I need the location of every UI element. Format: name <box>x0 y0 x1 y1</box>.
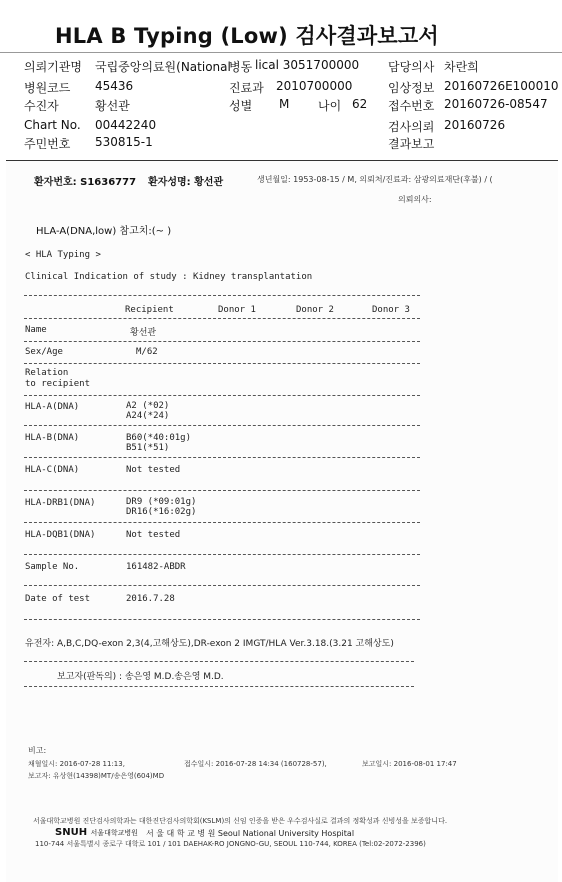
row-label-date-of-test: Date of test <box>25 594 91 604</box>
requesting-org-label: 의뢰기관명 <box>24 60 82 74</box>
remark-label: 비고: <box>28 746 47 755</box>
result-report-label: 결과보고 <box>388 137 435 151</box>
table-rule <box>24 341 420 342</box>
request-date-value: 20160726 <box>444 118 506 132</box>
hospital-name: 서 울 대 학 교 병 원 Seoul National University Hospital <box>146 829 355 838</box>
row-label-sex-age: Sex/Age <box>25 347 63 357</box>
row-value-hla-c: Not tested <box>126 465 181 475</box>
snuh-logo-text: SNUH <box>55 827 88 838</box>
table-rule <box>24 522 420 523</box>
table-rule <box>24 686 414 687</box>
row-value-sample-no: 161482-ABDR <box>126 562 186 572</box>
row-value-hla-b: B60(*40:01g) B51(*51) <box>126 433 192 453</box>
reporter: 보고자(판독의) : 송은영 M.D.송은영 M.D. <box>57 672 224 682</box>
hospital-code-value: 45436 <box>95 79 134 93</box>
row-value-hla-dqb1: Not tested <box>126 530 181 540</box>
sex-label: 성별 <box>229 99 253 113</box>
title-divider <box>0 52 562 53</box>
chart-value: 00442240 <box>95 118 157 132</box>
row-label-name: Name <box>25 325 47 335</box>
genes-note: 유전자: A,B,C,DQ-exon 2,3(4,고해상도),DR-exon 2 IMGT/HLA Ver.3.18.(3.21 고해상도) <box>25 639 394 649</box>
row-label-hla-dqb1: HLA-DQB1(DNA) <box>25 530 96 540</box>
clinical-info-label: 임상정보 <box>388 81 435 95</box>
row-value-hla-a: A2 (*02) A24(*24) <box>126 401 170 421</box>
row-value-hla-drb1: DR9 (*09:01g) DR16(*16:02g) <box>126 497 197 517</box>
chart-label: Chart No. <box>24 118 81 132</box>
scan-top-edge <box>6 160 558 161</box>
resident-label: 주민번호 <box>24 137 71 151</box>
page-title: HLA B Typing (Low) 검사결과보고서 <box>55 24 439 48</box>
table-rule <box>24 490 420 491</box>
row-label-hla-b: HLA-B(DNA) <box>25 433 80 443</box>
requesting-org-value: 국립중앙의료원(National <box>95 60 231 74</box>
table-rule <box>24 457 420 458</box>
ward-value: lical 3051700000 <box>255 58 360 72</box>
table-rule <box>24 619 420 620</box>
ward-label: 병동 <box>229 60 253 74</box>
table-rule <box>24 295 420 296</box>
receipt-value: 20160726-08547 <box>444 97 548 111</box>
dept-label: 진료과 <box>229 81 264 95</box>
hospital-code-label: 병원코드 <box>24 81 71 95</box>
sex-value: M <box>279 97 290 111</box>
col-header-recipient: Recipient <box>125 305 174 315</box>
col-header-donor3: Donor 3 <box>372 305 410 315</box>
dept-value: 2010700000 <box>276 79 353 93</box>
table-rule <box>24 554 420 555</box>
reporter-line: 보고자: 유상현(14398)MT/송은영(604)MD <box>28 772 165 780</box>
patient-label: 수진자 <box>24 99 59 113</box>
age-label: 나이 <box>318 99 342 113</box>
col-header-donor1: Donor 1 <box>218 305 256 315</box>
table-rule <box>24 363 420 364</box>
table-rule <box>24 395 420 396</box>
certification-text: 서울대학교병원 진단검사의학과는 대한진단검사의학회(KSLM)의 신임 인증을 받은 우수검사실로 결과의 정확성과 신빙성을 보증합니다. <box>33 817 448 825</box>
snuh-logo-sub: 서울대학교병원 <box>90 829 138 837</box>
physician-value: 차란희 <box>444 60 479 74</box>
snuh-logo <box>55 827 138 838</box>
col-header-donor2: Donor 2 <box>296 305 334 315</box>
table-rule <box>24 661 414 662</box>
row-value-date-of-test: 2016.7.28 <box>126 594 175 604</box>
report-birth-info: 생년월일: 1953-08-15 / M, 의뢰처/진료과: 삼광의료재단(후불) / ( <box>257 175 493 184</box>
section-title: < HLA Typing > <box>25 250 101 260</box>
reference-title: HLA-A(DNA,low) 참고치:(~ ) <box>36 226 172 237</box>
report-patient-no: 환자번호: S1636777 <box>34 177 137 188</box>
table-rule <box>24 425 420 426</box>
hospital-address: 110-744 서울특별시 종로구 대학로 101 / 101 DAEHAK-RO JONGNO-GU, SEOUL 110-744, KOREA (Tel:02-2072-2396) <box>35 840 426 848</box>
report-physician: 의뢰의사: <box>398 195 432 204</box>
receipt-time: 접수일시: 2016-07-28 14:34 (160728-57), <box>184 760 327 768</box>
table-rule <box>24 585 420 586</box>
row-label-relation: Relation to recipient <box>25 368 91 389</box>
clinical-indication: Clinical Indication of study : Kidney transplantation <box>25 272 313 282</box>
age-value: 62 <box>352 97 368 111</box>
report-time: 보고일시: 2016-08-01 17:47 <box>362 760 457 768</box>
table-rule <box>24 318 420 319</box>
row-value-name: 황선관 <box>130 328 157 338</box>
row-label-sample-no: Sample No. <box>25 562 80 572</box>
clinical-info-value: 20160726E100010 <box>444 79 559 93</box>
row-value-sex-age: M/62 <box>136 347 158 357</box>
request-date-label: 검사의뢰 <box>388 120 435 134</box>
report-patient-name: 환자성명: 황선관 <box>148 177 224 188</box>
physician-label: 담당의사 <box>388 60 435 74</box>
row-label-hla-drb1: HLA-DRB1(DNA) <box>25 498 96 508</box>
receipt-label: 접수번호 <box>388 99 435 113</box>
collect-time: 채혈일시: 2016-07-28 11:13, <box>28 760 125 768</box>
resident-value: 530815-1 <box>95 135 153 149</box>
patient-value: 황선관 <box>95 99 130 113</box>
row-label-hla-a: HLA-A(DNA) <box>25 402 80 412</box>
row-label-hla-c: HLA-C(DNA) <box>25 465 80 475</box>
